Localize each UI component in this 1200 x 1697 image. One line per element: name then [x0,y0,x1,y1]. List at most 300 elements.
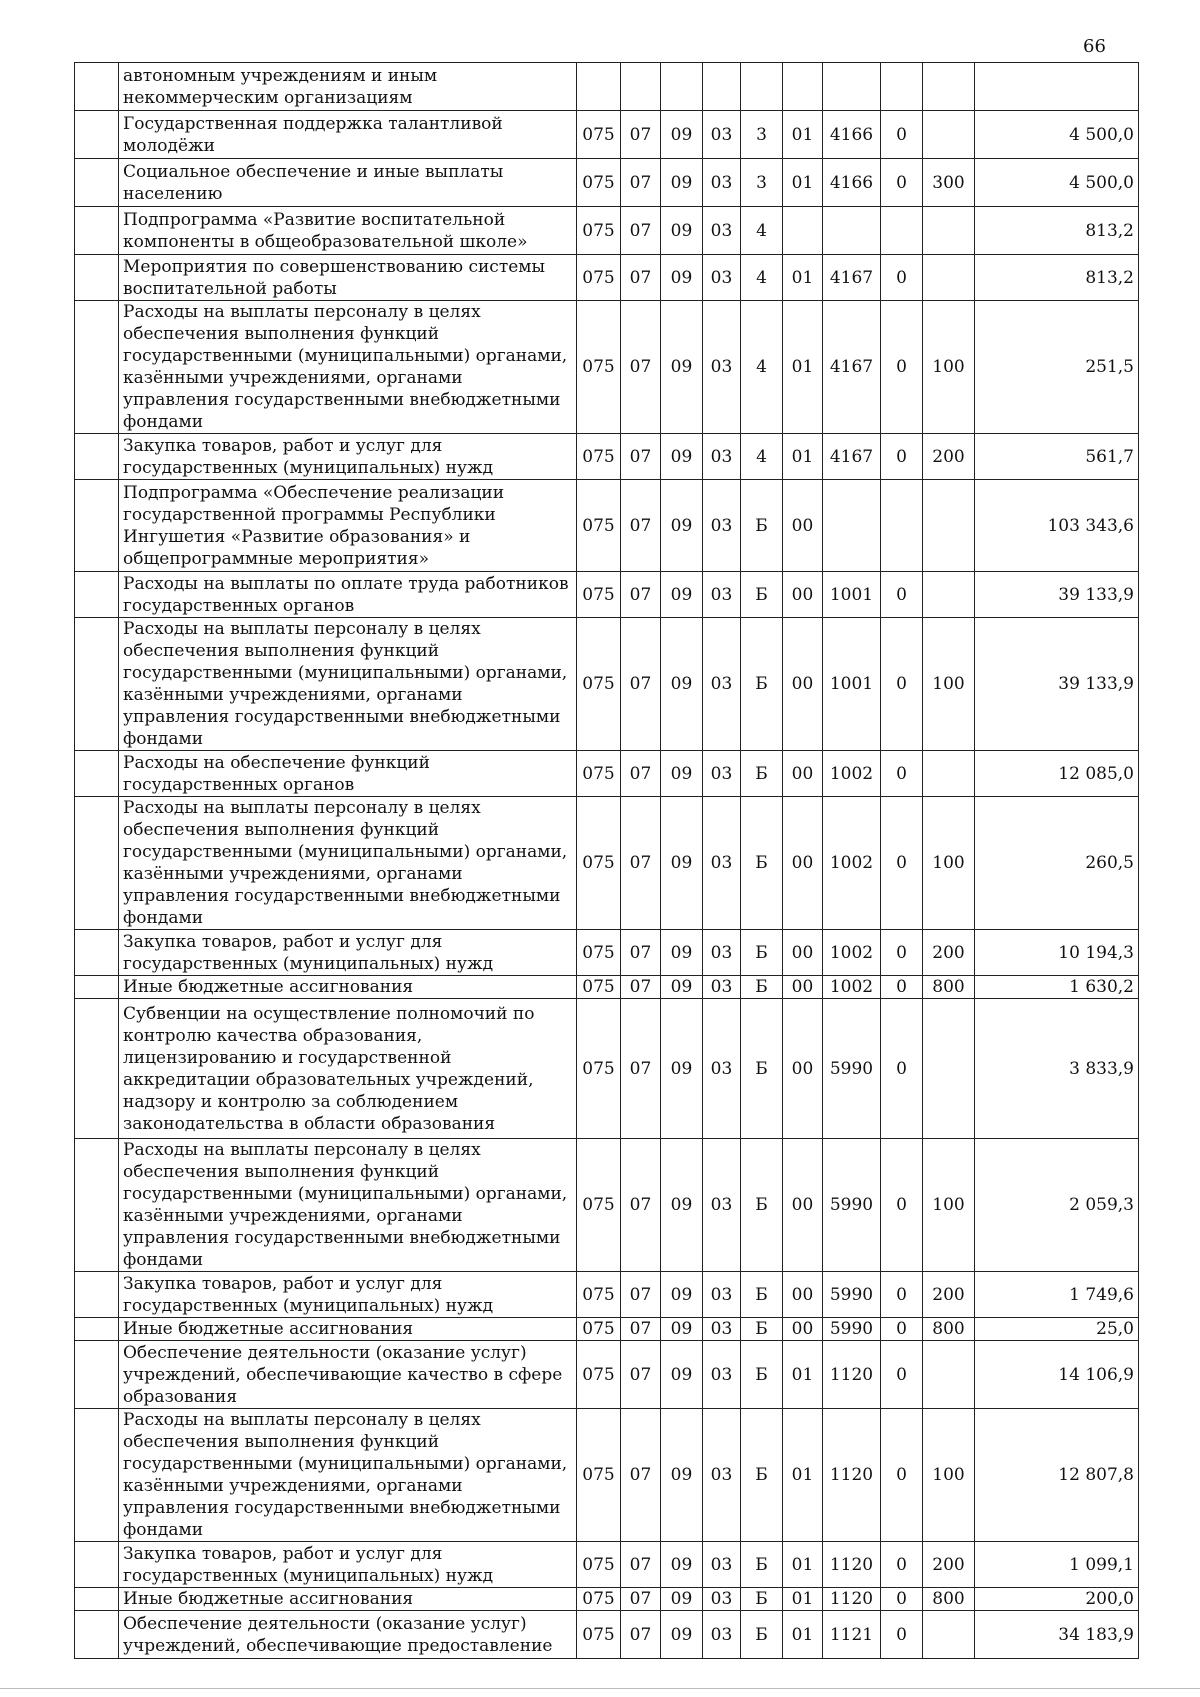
code-cell: 09 [661,301,703,434]
code-cell: 075 [577,1588,621,1611]
row-name-cell: Иные бюджетные ассигнования [119,1588,577,1611]
code-cell: 03 [703,207,741,255]
code-cell: 1120 [823,1341,881,1409]
table-row [75,1588,1139,1611]
code-cell: 200 [923,434,975,480]
code-cell: 1121 [823,1611,881,1659]
code-cell: 01 [783,1611,823,1659]
table-row [75,1272,1139,1318]
code-cell: 03 [703,159,741,207]
code-cell: 09 [661,797,703,930]
code-cell: 800 [923,976,975,999]
code-cell: 0 [881,301,923,434]
code-cell: 07 [621,1341,661,1409]
code-cell: 800 [923,1318,975,1341]
code-cell [923,255,975,301]
code-cell: 4 [741,301,783,434]
code-cell: 0 [881,1409,923,1542]
code-cell: 01 [783,1409,823,1542]
code-cell: 07 [621,159,661,207]
code-cell: 01 [783,301,823,434]
code-cell: 075 [577,572,621,618]
code-cell: 00 [783,1272,823,1318]
code-cell: 00 [783,797,823,930]
amount-cell: 4 500,0 [975,111,1139,159]
code-cell: 5990 [823,1318,881,1341]
table-row [75,207,1139,255]
code-cell: 4 [741,434,783,480]
amount-cell: 12 085,0 [975,751,1139,797]
row-number-cell [75,480,119,572]
table-row [75,930,1139,976]
row-name-cell: Подпрограмма «Обеспечение реализации государственной программы Республики Ингушетия «Развитие образования» и общепрограммные мероприятия» [119,480,577,572]
code-cell: 0 [881,1542,923,1588]
code-cell: 075 [577,1341,621,1409]
code-cell [741,63,783,111]
code-cell: 03 [703,1341,741,1409]
code-cell [823,480,881,572]
code-cell: Б [741,1139,783,1272]
code-cell: 4166 [823,159,881,207]
code-cell: 1120 [823,1409,881,1542]
code-cell: 5990 [823,999,881,1139]
code-cell [923,572,975,618]
code-cell: 09 [661,480,703,572]
amount-cell: 4 500,0 [975,159,1139,207]
amount-cell: 34 183,9 [975,1611,1139,1659]
row-number-cell [75,976,119,999]
row-number-cell [75,618,119,751]
code-cell: 00 [783,751,823,797]
row-number-cell [75,1341,119,1409]
code-cell: 03 [703,751,741,797]
code-cell: Б [741,572,783,618]
code-cell: Б [741,1542,783,1588]
code-cell [923,1611,975,1659]
code-cell: 03 [703,1611,741,1659]
code-cell: 0 [881,1272,923,1318]
row-name-cell: Расходы на выплаты персоналу в целях обеспечения выполнения функций государственными (муниципальными) органами, казёнными учреждениями, органами управления государственными внебюджетными фондами [119,1409,577,1542]
code-cell: 075 [577,999,621,1139]
code-cell: 1001 [823,572,881,618]
amount-cell: 103 343,6 [975,480,1139,572]
code-cell: 0 [881,751,923,797]
code-cell: 075 [577,930,621,976]
code-cell: 09 [661,618,703,751]
code-cell: 03 [703,480,741,572]
code-cell: 075 [577,976,621,999]
row-name-cell: Субвенции на осуществление полномочий по контролю качества образования, лицензированию и государственной аккредитации образовательных учреждений, надзору и контролю за соблюдением законодательства в области образования [119,999,577,1139]
code-cell: 5990 [823,1272,881,1318]
code-cell: 0 [881,797,923,930]
row-name-cell: Закупка товаров, работ и услуг для государственных (муниципальных) нужд [119,930,577,976]
row-name-cell: Расходы на выплаты персоналу в целях обеспечения выполнения функций государственными (муниципальными) органами, казёнными учреждениями, органами управления государственными внебюджетными фондами [119,1139,577,1272]
code-cell: Б [741,1341,783,1409]
table-body [75,63,1139,1659]
code-cell: 07 [621,751,661,797]
code-cell: 07 [621,618,661,751]
row-name-cell: Обеспечение деятельности (оказание услуг) учреждений, обеспечивающие предоставление [119,1611,577,1659]
code-cell: 075 [577,434,621,480]
code-cell: 01 [783,1542,823,1588]
row-name-cell: Социальное обеспечение и иные выплаты населению [119,159,577,207]
code-cell: 07 [621,999,661,1139]
code-cell [621,63,661,111]
code-cell: 09 [661,255,703,301]
code-cell: 075 [577,255,621,301]
code-cell: 03 [703,1588,741,1611]
code-cell: 1002 [823,930,881,976]
row-name-cell: Закупка товаров, работ и услуг для государственных (муниципальных) нужд [119,1272,577,1318]
code-cell: 01 [783,159,823,207]
code-cell: 00 [783,572,823,618]
code-cell [881,63,923,111]
row-number-cell [75,1409,119,1542]
table-row [75,111,1139,159]
code-cell: 0 [881,1341,923,1409]
code-cell [923,999,975,1139]
code-cell: 5990 [823,1139,881,1272]
code-cell: 07 [621,111,661,159]
row-number-cell [75,111,119,159]
code-cell: 01 [783,255,823,301]
table-row [75,751,1139,797]
code-cell: 0 [881,572,923,618]
code-cell: 07 [621,1588,661,1611]
table-row [75,255,1139,301]
code-cell: 075 [577,1409,621,1542]
code-cell: 07 [621,976,661,999]
table-row [75,1341,1139,1409]
code-cell: 100 [923,797,975,930]
code-cell [923,480,975,572]
page-number: 66 [1083,36,1106,57]
code-cell: 075 [577,301,621,434]
code-cell: 07 [621,301,661,434]
code-cell: 0 [881,255,923,301]
code-cell: Б [741,480,783,572]
amount-cell: 561,7 [975,434,1139,480]
code-cell: 1120 [823,1542,881,1588]
code-cell: 1120 [823,1588,881,1611]
code-cell: 075 [577,1272,621,1318]
amount-cell: 10 194,3 [975,930,1139,976]
code-cell: 100 [923,1409,975,1542]
amount-cell: 2 059,3 [975,1139,1139,1272]
code-cell: 4167 [823,434,881,480]
table-row [75,1611,1139,1659]
code-cell: 07 [621,1409,661,1542]
code-cell: 07 [621,1611,661,1659]
row-number-cell [75,1588,119,1611]
code-cell: 09 [661,159,703,207]
table-row [75,1318,1139,1341]
code-cell [783,207,823,255]
amount-cell: 1 099,1 [975,1542,1139,1588]
row-number-cell [75,1139,119,1272]
code-cell: 09 [661,434,703,480]
code-cell: 0 [881,1588,923,1611]
code-cell: 00 [783,930,823,976]
code-cell: 075 [577,1542,621,1588]
table-row [75,797,1139,930]
code-cell: 09 [661,1409,703,1542]
code-cell: 075 [577,159,621,207]
code-cell: Б [741,976,783,999]
amount-cell: 813,2 [975,255,1139,301]
row-number-cell [75,572,119,618]
code-cell: 09 [661,111,703,159]
code-cell: 075 [577,797,621,930]
code-cell [823,207,881,255]
row-number-cell [75,797,119,930]
row-number-cell [75,1272,119,1318]
code-cell: 075 [577,207,621,255]
code-cell: 1001 [823,618,881,751]
code-cell [703,63,741,111]
code-cell: 03 [703,999,741,1139]
code-cell: 09 [661,999,703,1139]
row-number-cell [75,255,119,301]
code-cell: 03 [703,797,741,930]
code-cell: 03 [703,1139,741,1272]
code-cell: 3 [741,111,783,159]
code-cell: 4 [741,207,783,255]
code-cell: Б [741,999,783,1139]
code-cell: 00 [783,976,823,999]
code-cell [923,207,975,255]
code-cell: 09 [661,976,703,999]
code-cell [923,1341,975,1409]
code-cell: 075 [577,1139,621,1272]
row-name-cell: Расходы на обеспечение функций государственных органов [119,751,577,797]
amount-cell: 39 133,9 [975,572,1139,618]
row-number-cell [75,301,119,434]
code-cell: 07 [621,255,661,301]
code-cell: 100 [923,301,975,434]
code-cell [577,63,621,111]
code-cell [881,207,923,255]
code-cell: 00 [783,1139,823,1272]
code-cell: 075 [577,480,621,572]
code-cell: 07 [621,480,661,572]
row-name-cell: Расходы на выплаты персоналу в целях обеспечения выполнения функций государственными (муниципальными) органами, казёнными учреждениями, органами управления государственными внебюджетными фондами [119,618,577,751]
code-cell: 0 [881,111,923,159]
amount-cell: 3 833,9 [975,999,1139,1139]
code-cell: Б [741,930,783,976]
code-cell: 07 [621,797,661,930]
amount-cell: 251,5 [975,301,1139,434]
table-row [75,618,1139,751]
code-cell: 300 [923,159,975,207]
code-cell: 07 [621,572,661,618]
code-cell: 03 [703,976,741,999]
code-cell: 07 [621,930,661,976]
code-cell: 03 [703,1318,741,1341]
amount-cell: 39 133,9 [975,618,1139,751]
code-cell: 09 [661,1272,703,1318]
code-cell: 075 [577,618,621,751]
code-cell: 03 [703,1542,741,1588]
code-cell: 09 [661,1139,703,1272]
code-cell: 0 [881,1139,923,1272]
code-cell: 0 [881,930,923,976]
code-cell: 0 [881,159,923,207]
code-cell: Б [741,1318,783,1341]
amount-cell: 25,0 [975,1318,1139,1341]
row-number-cell [75,999,119,1139]
table-row [75,1139,1139,1272]
code-cell: 100 [923,1139,975,1272]
code-cell: 200 [923,930,975,976]
code-cell: 01 [783,1341,823,1409]
code-cell: 07 [621,1139,661,1272]
row-number-cell [75,63,119,111]
code-cell [881,480,923,572]
code-cell: 0 [881,1318,923,1341]
code-cell [783,63,823,111]
code-cell [661,63,703,111]
row-name-cell: Закупка товаров, работ и услуг для государственных (муниципальных) нужд [119,1542,577,1588]
code-cell: 075 [577,1611,621,1659]
amount-cell: 260,5 [975,797,1139,930]
table-row [75,480,1139,572]
code-cell: Б [741,1409,783,1542]
code-cell: 09 [661,1318,703,1341]
code-cell: 075 [577,111,621,159]
row-name-cell: автономным учреждениям и иным некоммерческим организациям [119,63,577,111]
table-row [75,434,1139,480]
code-cell: 200 [923,1542,975,1588]
code-cell: 07 [621,1318,661,1341]
amount-cell: 1 630,2 [975,976,1139,999]
code-cell [823,63,881,111]
row-name-cell: Расходы на выплаты по оплате труда работников государственных органов [119,572,577,618]
table-row [75,976,1139,999]
amount-cell: 813,2 [975,207,1139,255]
table-row [75,1409,1139,1542]
code-cell: 09 [661,1341,703,1409]
code-cell: 03 [703,255,741,301]
code-cell: 03 [703,1272,741,1318]
code-cell: 07 [621,1272,661,1318]
code-cell: 00 [783,480,823,572]
row-number-cell [75,1318,119,1341]
code-cell: 075 [577,751,621,797]
code-cell: 03 [703,434,741,480]
code-cell: Б [741,751,783,797]
amount-cell: 12 807,8 [975,1409,1139,1542]
code-cell: Б [741,1611,783,1659]
amount-cell: 200,0 [975,1588,1139,1611]
code-cell: 09 [661,1611,703,1659]
code-cell: 4166 [823,111,881,159]
code-cell [923,63,975,111]
amount-cell: 1 749,6 [975,1272,1139,1318]
code-cell: 00 [783,1318,823,1341]
code-cell: Б [741,1588,783,1611]
code-cell: 0 [881,434,923,480]
table-row [75,159,1139,207]
code-cell [923,111,975,159]
code-cell: Б [741,618,783,751]
row-number-cell [75,1542,119,1588]
code-cell: 09 [661,751,703,797]
amount-cell: 14 106,9 [975,1341,1139,1409]
code-cell: 09 [661,1588,703,1611]
row-name-cell: Закупка товаров, работ и услуг для государственных (муниципальных) нужд [119,434,577,480]
code-cell: 09 [661,572,703,618]
code-cell: 4167 [823,301,881,434]
code-cell: 200 [923,1272,975,1318]
code-cell: 07 [621,434,661,480]
scan-artifact [0,1688,1200,1689]
code-cell: 03 [703,618,741,751]
row-number-cell [75,1611,119,1659]
row-name-cell: Расходы на выплаты персоналу в целях обеспечения выполнения функций государственными (муниципальными) органами, казёнными учреждениями, органами управления государственными внебюджетными фондами [119,301,577,434]
row-number-cell [75,159,119,207]
row-name-cell: Мероприятия по совершенствованию системы воспитательной работы [119,255,577,301]
table-row [75,1542,1139,1588]
table-row [75,999,1139,1139]
code-cell: Б [741,1272,783,1318]
code-cell: 01 [783,111,823,159]
table-row [75,301,1139,434]
code-cell [923,751,975,797]
code-cell: 0 [881,618,923,751]
code-cell: 03 [703,111,741,159]
code-cell: 03 [703,930,741,976]
row-name-cell: Иные бюджетные ассигнования [119,976,577,999]
code-cell: 09 [661,207,703,255]
code-cell: 00 [783,999,823,1139]
code-cell: 1002 [823,751,881,797]
code-cell: 0 [881,999,923,1139]
row-number-cell [75,930,119,976]
code-cell: 100 [923,618,975,751]
code-cell: 01 [783,1588,823,1611]
code-cell: 00 [783,618,823,751]
code-cell: 01 [783,434,823,480]
code-cell: 1002 [823,797,881,930]
amount-cell [975,63,1139,111]
code-cell: 03 [703,301,741,434]
table-row [75,63,1139,111]
code-cell: 09 [661,930,703,976]
code-cell: 3 [741,159,783,207]
budget-table [74,62,1139,1659]
code-cell: 03 [703,572,741,618]
row-name-cell: Подпрограмма «Развитие воспитательной компоненты в общеобразовательной школе» [119,207,577,255]
code-cell: 07 [621,1542,661,1588]
code-cell: Б [741,797,783,930]
code-cell: 1002 [823,976,881,999]
code-cell: 800 [923,1588,975,1611]
code-cell: 075 [577,1318,621,1341]
table-row [75,572,1139,618]
code-cell: 0 [881,976,923,999]
row-name-cell: Расходы на выплаты персоналу в целях обеспечения выполнения функций государственными (муниципальными) органами, казёнными учреждениями, органами управления государственными внебюджетными фондами [119,797,577,930]
row-name-cell: Государственная поддержка талантливой молодёжи [119,111,577,159]
row-name-cell: Обеспечение деятельности (оказание услуг) учреждений, обеспечивающие качество в сфере образования [119,1341,577,1409]
code-cell: 4167 [823,255,881,301]
row-number-cell [75,751,119,797]
code-cell: 07 [621,207,661,255]
code-cell: 0 [881,1611,923,1659]
code-cell: 4 [741,255,783,301]
row-number-cell [75,434,119,480]
code-cell: 09 [661,1542,703,1588]
